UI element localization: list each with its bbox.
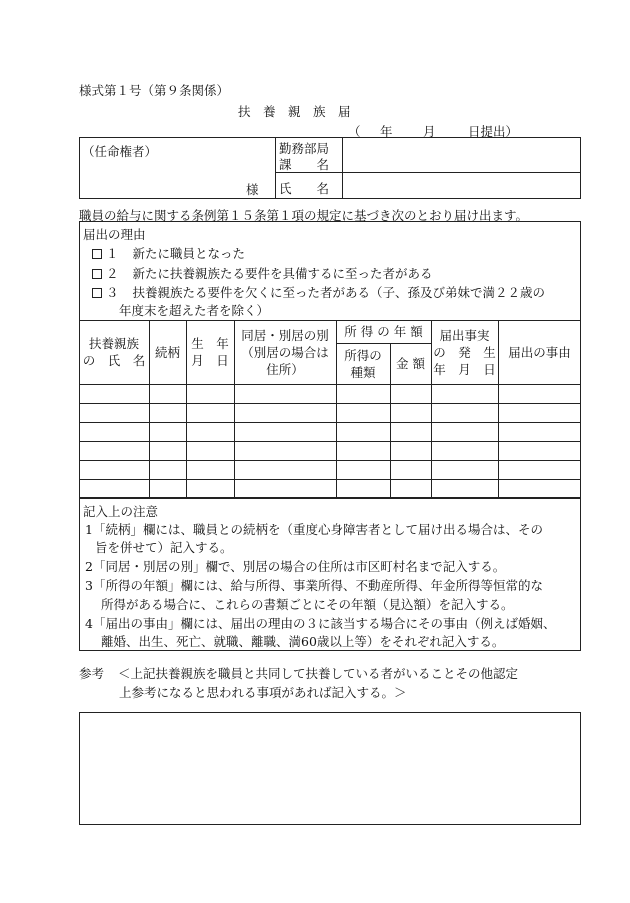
col-header-text: 扶養親族 bbox=[88, 336, 139, 351]
note-number: 1 bbox=[85, 522, 93, 537]
note-1 bbox=[85, 520, 543, 538]
note-3-cont: 所得がある場合に、これらの書類ごとにその年額（見込額）を記入する。 bbox=[101, 597, 514, 612]
note-number: 2 bbox=[85, 559, 93, 574]
reason-item-number: ３ bbox=[106, 285, 119, 300]
note-text: 「届出の事由」欄には、届出の理由の３に該当する場合にその事由（例えば婚姻、 bbox=[92, 616, 556, 631]
note-text: 「続柄」欄には、職員との続柄を（重度心身障害者として届け出る場合は、その bbox=[92, 522, 543, 537]
col-header-residence bbox=[234, 320, 336, 384]
reason-item-number: １ bbox=[106, 246, 119, 261]
divider bbox=[79, 460, 581, 461]
divider bbox=[79, 384, 581, 385]
divider bbox=[79, 403, 581, 404]
col-header-reason: 届出の事由 bbox=[508, 344, 571, 360]
note-4-cont: 離婚、出生、死亡、就職、離職、満60歳以上等）をそれぞれ記入する。 bbox=[101, 634, 505, 649]
name-label: 氏 名 bbox=[279, 181, 330, 196]
reason-item-3-cont: 年度末を超えた者を除く） bbox=[119, 303, 270, 318]
date-month: 月 bbox=[423, 124, 436, 139]
col-header-text: の 発 生 bbox=[433, 344, 496, 360]
checkbox[interactable] bbox=[92, 288, 102, 298]
col-header-text: 届出事実 bbox=[439, 327, 490, 343]
reference-input-box[interactable] bbox=[79, 712, 581, 825]
reason-item-1[interactable] bbox=[92, 244, 245, 262]
col-header-text: の 氏 名 bbox=[82, 353, 146, 368]
department-field[interactable] bbox=[346, 140, 578, 170]
note-text: 「所得の年額」欄には、給与所得、事業所得、不動産所得、年金所得等恒常的な bbox=[92, 578, 543, 593]
col-header-text: 同居・別居の別 bbox=[241, 327, 329, 343]
department-label: 勤務部局 bbox=[279, 141, 330, 156]
appointer-honorific: 様 bbox=[246, 182, 259, 197]
col-header-text: 生 年 bbox=[191, 336, 229, 351]
note-number: 4 bbox=[85, 616, 93, 631]
divider bbox=[79, 441, 581, 442]
note-1-cont: 旨を併せて）記入する。 bbox=[95, 540, 233, 555]
intro-text: 職員の給与に関する条例第１５条第１項の規定に基づき次のとおり届け出ます。 bbox=[79, 208, 529, 223]
checkbox[interactable] bbox=[92, 249, 102, 259]
form-title: 扶 養 親 族 届 bbox=[238, 104, 351, 119]
divider bbox=[342, 172, 581, 173]
reference-line-2: 上参考になると思われる事項があれば記入する。＞ bbox=[119, 685, 407, 700]
reason-item-text: 新たに扶養親族たる要件を具備するに至った者がある bbox=[132, 266, 433, 281]
form-number: 様式第１号（第９条関係） bbox=[79, 83, 230, 98]
col-header-text: 種類 bbox=[350, 364, 376, 380]
col-header-text: 所得の bbox=[344, 347, 382, 363]
date-year: 年 bbox=[380, 124, 393, 139]
divider bbox=[79, 479, 581, 480]
note-text: 「同居・別居の別」欄で、別居の場合の住所は市区町村名まで記入する。 bbox=[92, 559, 506, 574]
reason-item-2[interactable] bbox=[92, 264, 433, 282]
col-header-text: 月 日 bbox=[191, 353, 229, 368]
name-field[interactable] bbox=[346, 175, 578, 197]
appointer-label: （任命権者） bbox=[82, 144, 158, 159]
note-3 bbox=[85, 576, 543, 594]
notes-title: 記入上の注意 bbox=[83, 504, 159, 519]
reason-item-number: ２ bbox=[106, 266, 119, 281]
reference-label: 参考 bbox=[79, 666, 105, 681]
col-header-text: 年 月 日 bbox=[433, 361, 496, 377]
reference-line-1: ＜上記扶養親族を職員と共同して扶養している者がいることその他認定 bbox=[118, 666, 519, 681]
col-header-name bbox=[79, 320, 149, 384]
col-header-income-type bbox=[336, 343, 390, 384]
divider bbox=[342, 137, 343, 199]
note-2 bbox=[85, 557, 505, 575]
reason-item-text: 扶養親族たる要件を欠くに至った者がある（子、孫及び弟妹で満２２歳の bbox=[132, 285, 546, 300]
reason-item-3[interactable] bbox=[92, 283, 545, 301]
col-header-income: 所 得 の 年 額 bbox=[344, 324, 423, 339]
reason-item-text: 新たに職員となった bbox=[132, 246, 246, 261]
date-day: 日提出） bbox=[468, 124, 519, 139]
col-header-text: 住所） bbox=[266, 361, 304, 377]
section-label: 課 名 bbox=[279, 157, 330, 172]
divider bbox=[275, 137, 276, 199]
divider bbox=[79, 422, 581, 423]
note-number: 3 bbox=[85, 578, 93, 593]
checkbox[interactable] bbox=[92, 269, 102, 279]
col-header-income-amount: 金 額 bbox=[396, 356, 425, 371]
col-header-birth bbox=[186, 320, 234, 384]
col-header-text: （別居の場合は bbox=[241, 344, 329, 360]
reason-title: 届出の理由 bbox=[83, 227, 146, 242]
date-open: （ bbox=[348, 124, 361, 139]
col-header-relation: 続柄 bbox=[154, 344, 180, 360]
col-header-fact-date bbox=[431, 320, 498, 384]
note-4 bbox=[85, 614, 555, 632]
